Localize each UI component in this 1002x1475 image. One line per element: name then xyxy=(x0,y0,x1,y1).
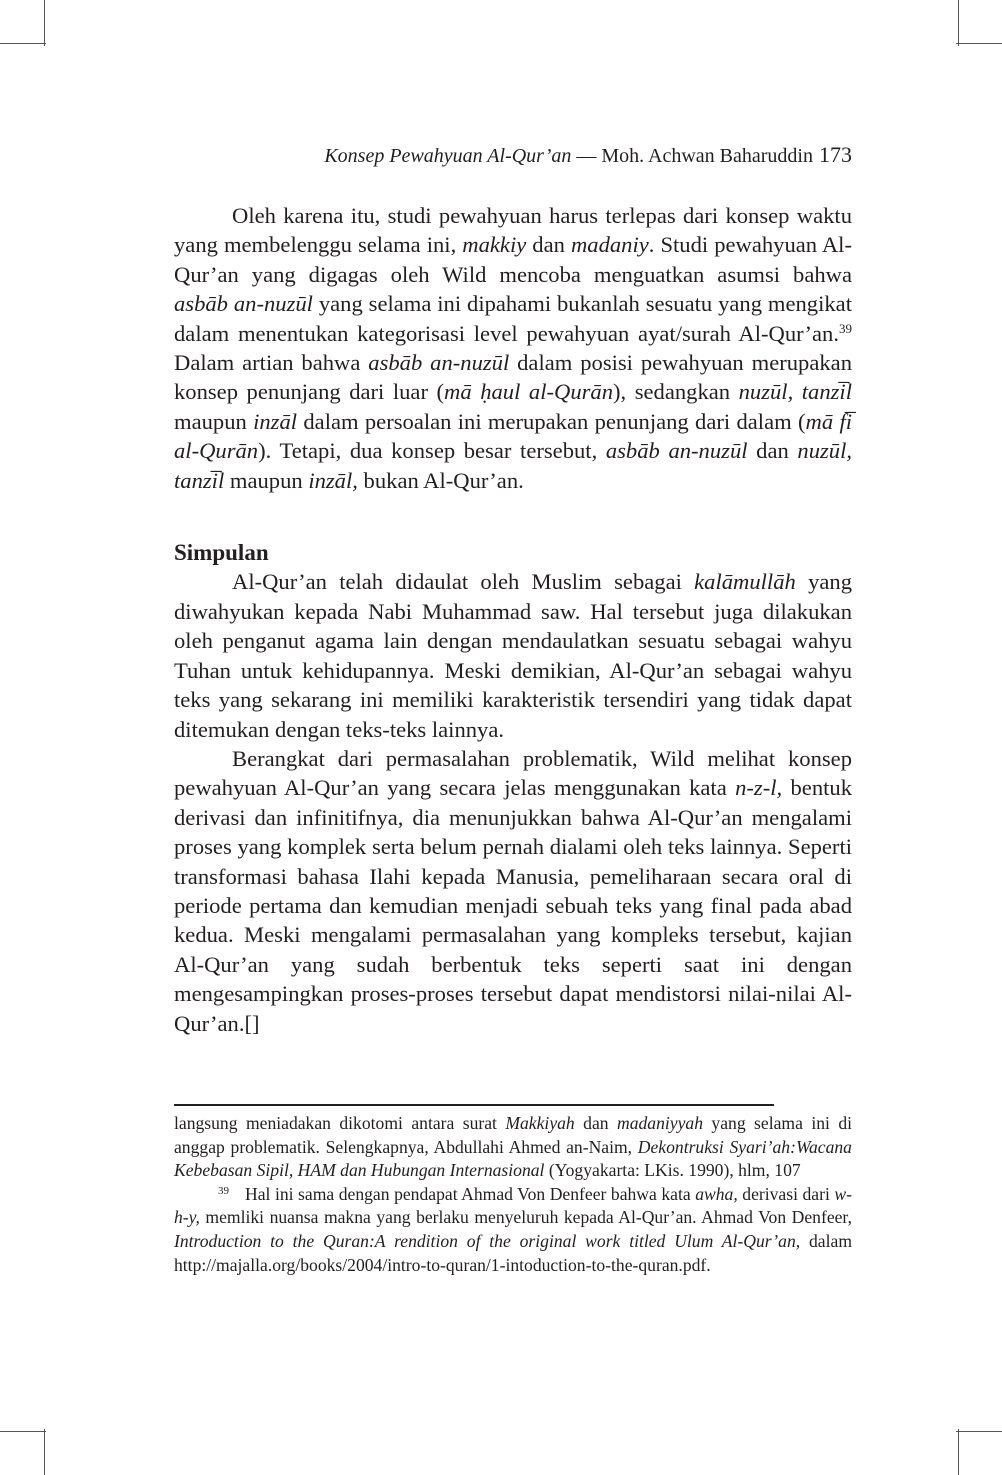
section-heading: Simpulan xyxy=(174,540,269,566)
text-run: bukan Al-Qur’an. xyxy=(357,467,524,493)
text-run: maupun xyxy=(224,467,309,493)
text-run: dalam persoalan ini merupakan penunjang dari dalam ( xyxy=(297,408,806,434)
text-run: dan xyxy=(574,1113,617,1133)
italic-term: Dekontruksi Syari’ah:Wacana Kebebasan Sipil, HAM dan Hubungan Internasional xyxy=(174,1136,852,1181)
text-run: Oleh karena itu, studi pewahyuan harus terlepas dari konsep waktu yang membelenggu selama ini, xyxy=(174,203,852,258)
text-run: dan xyxy=(747,438,798,464)
footnote-number: 39 xyxy=(218,1184,229,1197)
footnote-continuation xyxy=(174,1112,852,1183)
running-head-separator: — xyxy=(571,145,602,167)
text-run: (Yogyakarta: LKis. 1990), hlm, 107 xyxy=(544,1160,801,1181)
crop-mark xyxy=(958,1429,959,1475)
text-run: maupun xyxy=(174,408,254,434)
paragraph-1 xyxy=(174,201,852,495)
text-run: Al-Qur’an telah didaulat oleh Muslim sebagai xyxy=(232,569,695,595)
crop-mark xyxy=(956,43,1002,44)
italic-term: madaniy xyxy=(570,232,649,258)
text-run: Berangkat dari permasalahan problematik, Wild melihat konsep pewahyuan Al-Qur’an yang secara jelas menggunakan kata xyxy=(174,745,852,801)
text-run: bentuk derivasi dan infinitifnya, dia menunjukkan bahwa Al-Qur’an mengalami proses yang komplek serta belum pernah dialami oleh teks lainnya. Seperti transformasi bahasa Ilahi kepada Manusia, pemeliharaan secara oral di periode pertama dan kemudian menjadi sebuah teks yang final pada abad kedua. Meski mengalami permasalahan yang kompleks tersebut, kajian Al-Qur’an yang sudah berbentuk teks seperti saat ini dengan mengesampingkan proses-proses tersebut dapat mendistorsi nilai-nilai Al-Qur’an.[] xyxy=(174,775,852,1036)
text-run: dan xyxy=(526,232,571,258)
running-head-title: Konsep Pewahyuan Al-Qur’an xyxy=(324,145,572,167)
text-run: ). Tetapi, dua konsep besar tersebut, xyxy=(258,438,606,464)
crop-mark xyxy=(956,1431,1002,1432)
page-number: 173 xyxy=(819,142,852,167)
running-head xyxy=(174,141,852,170)
italic-term: nuzūl, tanzi̅l xyxy=(738,379,852,405)
crop-mark xyxy=(44,1429,45,1475)
footnote-reference[interactable]: 39 xyxy=(839,320,852,336)
text-run: dalam posisi pewahyuan merupakan konsep penunjang dari luar ( xyxy=(174,350,852,405)
italic-term: madaniyyah xyxy=(617,1113,703,1133)
italic-term: inzāl, xyxy=(308,467,358,493)
footnote-39 xyxy=(174,1183,852,1277)
text-run: derivasi dari xyxy=(737,1183,835,1204)
text-run: memliki nuansa makna yang berlaku menyeluruh kepada Al-Qur’an. Ahmad Von Denfeer, xyxy=(199,1207,852,1228)
text-run: . Studi pewahyuan Al-Qur’an yang digagas oleh Wild mencoba menguatkan asumsi bahwa xyxy=(174,232,852,287)
text-run: langsung meniadakan dikotomi antara surat xyxy=(174,1113,506,1133)
paragraph-2 xyxy=(174,567,852,743)
italic-term: Makkiyah xyxy=(505,1113,575,1133)
italic-term: asbāb an-nuzūl xyxy=(368,350,510,376)
text-run: Dalam artian bahwa xyxy=(174,350,369,376)
text-run: yang selama ini di anggap problematik. Selengkapnya, Abdullahi Ahmed an-Naim, xyxy=(174,1113,853,1157)
crop-mark xyxy=(0,43,46,44)
crop-mark xyxy=(44,0,45,46)
footnote-rule xyxy=(174,1104,774,1106)
italic-term: w-h-y, xyxy=(174,1183,852,1228)
italic-term: makkiy xyxy=(462,232,527,258)
footnotes xyxy=(174,1112,852,1277)
main-text xyxy=(174,201,852,1038)
text-run: Hal ini sama dengan pendapat Ahmad Von Denfeer bahwa kata xyxy=(245,1183,696,1204)
text-run: yang selama ini dipahami bukanlah sesuatu yang mengikat dalam menentukan kategorisasi level pewahyuan ayat/surah Al-Qur’an. xyxy=(174,291,852,346)
italic-term: nuzūl, tanzi̅l xyxy=(174,438,853,493)
italic-term: kalāmullāh xyxy=(694,569,796,595)
italic-term: n-z-l, xyxy=(735,775,783,801)
italic-term: asbāb an-nuzūl xyxy=(174,291,313,317)
text-run: dalam http://majalla.org/books/2004/intro-to-quran/1-intoduction-to-the-quran.pdf. xyxy=(174,1230,852,1275)
italic-term: asbāb an-nuzūl xyxy=(605,438,748,464)
italic-term: inzāl xyxy=(253,408,298,434)
italic-term: mā ḥaul al-Qurān xyxy=(444,379,613,405)
text-run: ), sedangkan xyxy=(613,379,739,405)
crop-mark xyxy=(958,0,959,46)
text-run: yang diwahyukan kepada Nabi Muhammad saw. Hal tersebut juga dilakukan oleh penganut agama lain dengan mendaulatkan sesuatu sebagai wahyu Tuhan untuk kehidupannya. Meski demikian, Al-Qur’an sebagai wahyu teks yang sekarang ini memiliki karakteristik tersendiri yang tidak dapat ditemukan dengan teks-teks lainnya. xyxy=(174,569,852,742)
crop-mark xyxy=(0,1431,46,1432)
italic-term: awha, xyxy=(695,1183,738,1204)
italic-term: mā fi̅ al-Qurān xyxy=(174,408,852,464)
running-head-author: Moh. Achwan Baharuddin xyxy=(601,145,813,167)
paragraph-3 xyxy=(174,744,852,1038)
italic-term: Introduction to the Quran:A rendition of the original work titled Ulum Al-Qur’an, xyxy=(174,1230,801,1251)
